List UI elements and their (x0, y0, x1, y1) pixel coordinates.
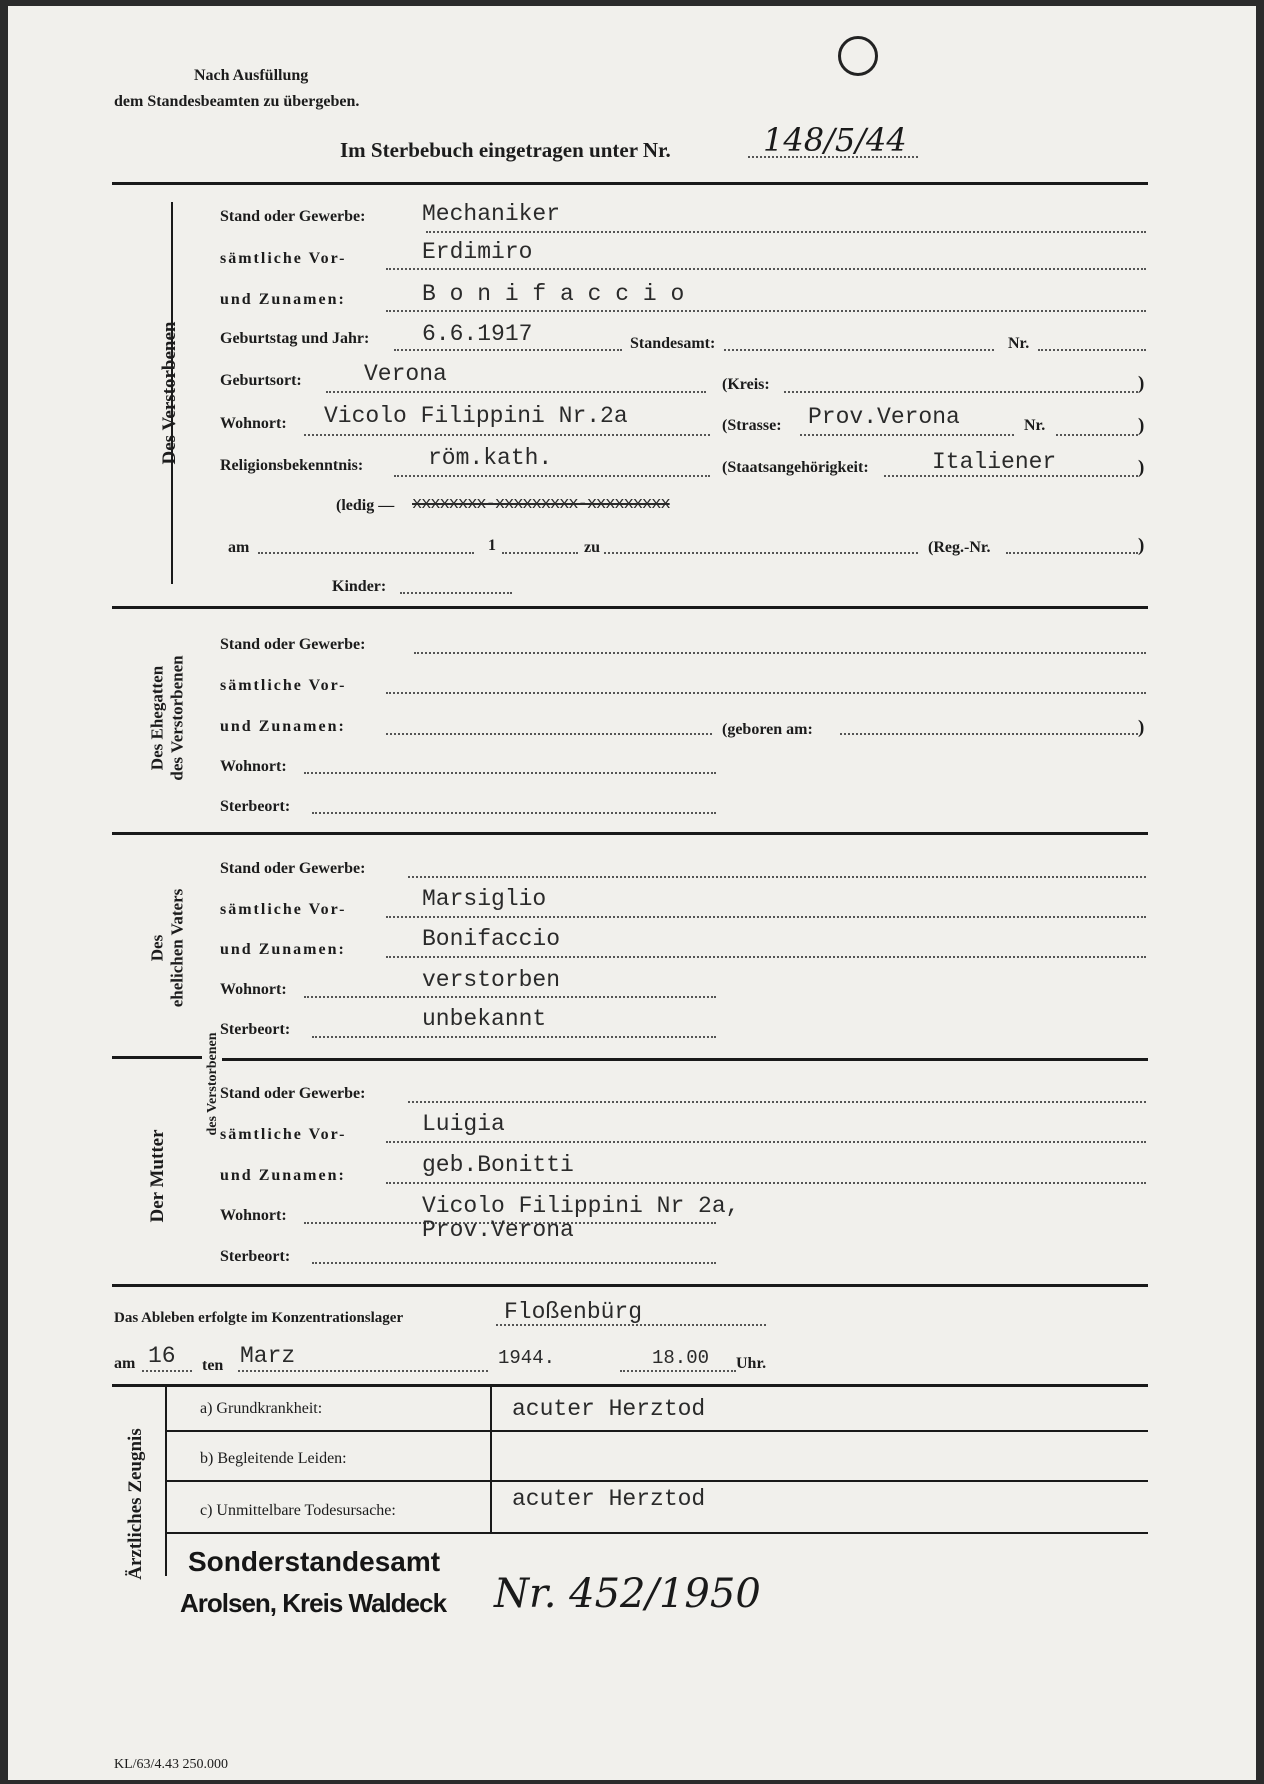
reg-nr-label: (Reg.-Nr. (928, 539, 991, 556)
deceased-birthplace: Verona (364, 361, 447, 387)
deceased-residence: Vicolo Filippini Nr.2a (324, 403, 628, 429)
divider (222, 1058, 1148, 1061)
death-day: 16 (148, 1343, 176, 1369)
stamp-line1: Sonderstandesamt (188, 1546, 441, 1577)
children-label: Kinder: (332, 578, 387, 595)
parents-shared-label: des Verstorbenen (204, 1032, 220, 1136)
father-residence-label: Wohnort: (220, 981, 287, 998)
divider (112, 1284, 1148, 1287)
mother-first-names-label: sämtliche Vor- (220, 1126, 347, 1143)
father-first-names: Marsiglio (422, 886, 547, 912)
father-residence: verstorben (422, 967, 561, 993)
medical-a-label: a) Grundkrankheit: (200, 1400, 323, 1417)
street-nr-label: Nr. (1024, 417, 1046, 434)
medical-a-value: acuter Herztod (512, 1396, 706, 1422)
spouse-section-label: Des Ehegatten des Verstorbenen (147, 655, 186, 781)
registry-label: Standesamt: (630, 335, 716, 352)
deceased-first-names: Erdimiro (422, 239, 533, 265)
marital-struck-text: xxxxxxxx-xxxxxxxxx-xxxxxxxxx (412, 495, 670, 514)
first-names-label: sämtliche Vor- (220, 250, 347, 267)
spouse-deathplace-label: Sterbeort: (220, 798, 291, 815)
religion-label: Religionsbekenntnis: (220, 457, 364, 474)
death-time: 18.00 (652, 1347, 710, 1369)
spouse-first-names-label: sämtliche Vor- (220, 677, 347, 694)
camp-name: Floßenbürg (504, 1299, 643, 1325)
surname-label: und Zunamen: (220, 291, 346, 308)
register-line (748, 156, 918, 158)
deceased-section-label: Des Verstorbenen (159, 321, 181, 465)
divider (112, 1056, 202, 1059)
medical-c-value: acuter Herztod (512, 1486, 706, 1512)
form-code: KL/63/4.43 250.000 (114, 1757, 228, 1772)
death-month: Marz (240, 1343, 296, 1369)
death-uhr-label: Uhr. (736, 1355, 767, 1372)
birth-label: Geburtstag und Jahr: (220, 330, 370, 347)
mother-deathplace-label: Sterbeort: (220, 1248, 291, 1265)
mother-residence-label: Wohnort: (220, 1207, 287, 1224)
residence-label: Wohnort: (220, 415, 287, 432)
deceased-street: Prov.Verona (808, 404, 960, 430)
deceased-religion: röm.kath. (428, 445, 553, 471)
divider (112, 832, 1148, 835)
camp-label: Das Ableben erfolgte im Konzentrationslager (114, 1310, 404, 1326)
marriage-zu-label: zu (584, 539, 600, 556)
divider (112, 182, 1148, 185)
spouse-residence-label: Wohnort: (220, 758, 287, 775)
marriage-am-label: am (228, 539, 250, 556)
medical-c-label: c) Unmittelbare Todesursache: (200, 1502, 396, 1519)
death-certificate-form: Nach Ausfüllung dem Standesbeamten zu übergeben. Im Sterbebuch eingetragen unter Nr. 148/5/44 Des Verstorbenen Stand oder Gewerbe: Mechaniker sämtliche Vor- Erdimiro und Zunamen: B o n i f a c c i o Geburtstag und Jahr: 6.6.1917 Standesamt: Nr. Geburtsort: Verona (Kreis: ) Wohnort: Vicolo Filippini Nr.2a (Strasse: Prov.Verona Nr. ) Religionsbekenntnis: röm.kath. (Staatsangehörigkeit: Italiener ) (ledig — xxxxxxxx-xxxxxxxxx-xxxxxxxxx am 1 zu (Reg.-Nr. ) Kinder: Des Ehegatten des Verstorbenen Stand oder Gewerbe: sämtliche Vor- und Zunamen: (geboren am: ) Wohnort: Sterbeort: Des ehelichen Vaters des Verstorbenen Stand oder Gewerbe: sämtliche Vor- Marsiglio und Zunamen: Bonifaccio Wohnort: verstorben Sterbeort: unbekannt Der Mutter Stand oder Gewerbe: sämtliche Vor- Luigia und Zunamen: geb.Bonitti Wohnort: Vicolo Filippini Nr 2a, Prov.Verona Sterbeort: Das Ableben erfolgte im Konzentrationslager Floßenbürg am 16 ten Marz 1944. 18.00 Uhr. Ärztliches Zeugnis a) Grundkrankheit: acuter Herztod b) Begleitende Leiden: c) Unmittelbare Todesursache: acuter Herztod Sonderstandesamt Arolsen, Kreis Waldeck Nr. 452/1950 KL/63/4.43 250.000 (8, 6, 1256, 1780)
father-occupation-label: Stand oder Gewerbe: (220, 860, 366, 877)
mother-residence-line1: Vicolo Filippini Nr 2a, (422, 1193, 740, 1219)
header-note-line1: Nach Ausfüllung (194, 67, 309, 84)
marriage-number: 1 (488, 537, 496, 554)
father-surname-label: und Zunamen: (220, 941, 346, 958)
occupation-label: Stand oder Gewerbe: (220, 208, 366, 225)
register-number: 148/5/44 (763, 121, 907, 159)
mother-surname: geb.Bonitti (422, 1152, 574, 1178)
spouse-surname-label: und Zunamen: (220, 718, 346, 735)
deceased-occupation: Mechaniker (422, 201, 561, 227)
spouse-born-label: (geboren am: (722, 721, 813, 738)
kreis-label: (Kreis: (722, 376, 770, 393)
street-label: (Strasse: (722, 417, 782, 434)
father-deathplace-label: Sterbeort: (220, 1021, 291, 1038)
mother-first-names: Luigia (422, 1111, 505, 1137)
header-note-line2: dem Standesbeamten zu übergeben. (114, 93, 360, 110)
father-first-names-label: sämtliche Vor- (220, 901, 347, 918)
death-year: 1944. (498, 1347, 556, 1369)
stamp-line2: Arolsen, Kreis Waldeck (180, 1588, 447, 1618)
divider (112, 606, 1148, 609)
medical-b-label: b) Begleitende Leiden: (200, 1450, 347, 1467)
mother-residence-line2: Prov.Verona (422, 1217, 574, 1243)
medical-section-label: Ärztliches Zeugnis (125, 1428, 147, 1580)
deceased-birth-date: 6.6.1917 (422, 321, 533, 347)
father-deathplace: unbekannt (422, 1006, 547, 1032)
register-label: Im Sterbebuch eingetragen unter Nr. (340, 138, 671, 162)
deceased-surname: B o n i f a c c i o (422, 281, 685, 307)
marital-label: (ledig — (336, 497, 395, 514)
nationality-label: (Staatsangehörigkeit: (722, 459, 869, 476)
spouse-occupation-label: Stand oder Gewerbe: (220, 636, 366, 653)
father-section-label: Des ehelichen Vaters (147, 888, 186, 1008)
death-ten-label: ten (202, 1357, 224, 1374)
death-am-label: am (114, 1355, 136, 1372)
birthplace-label: Geburtsort: (220, 372, 302, 389)
mother-occupation-label: Stand oder Gewerbe: (220, 1085, 366, 1102)
deceased-nationality: Italiener (932, 449, 1057, 475)
circle-mark-icon (838, 36, 878, 76)
mother-section-label: Der Mutter (147, 1129, 169, 1223)
mother-surname-label: und Zunamen: (220, 1167, 346, 1184)
registry-nr-label: Nr. (1008, 335, 1030, 352)
father-surname: Bonifaccio (422, 926, 561, 952)
divider (112, 1384, 1148, 1387)
stamp-number: Nr. 452/1950 (494, 1571, 761, 1617)
